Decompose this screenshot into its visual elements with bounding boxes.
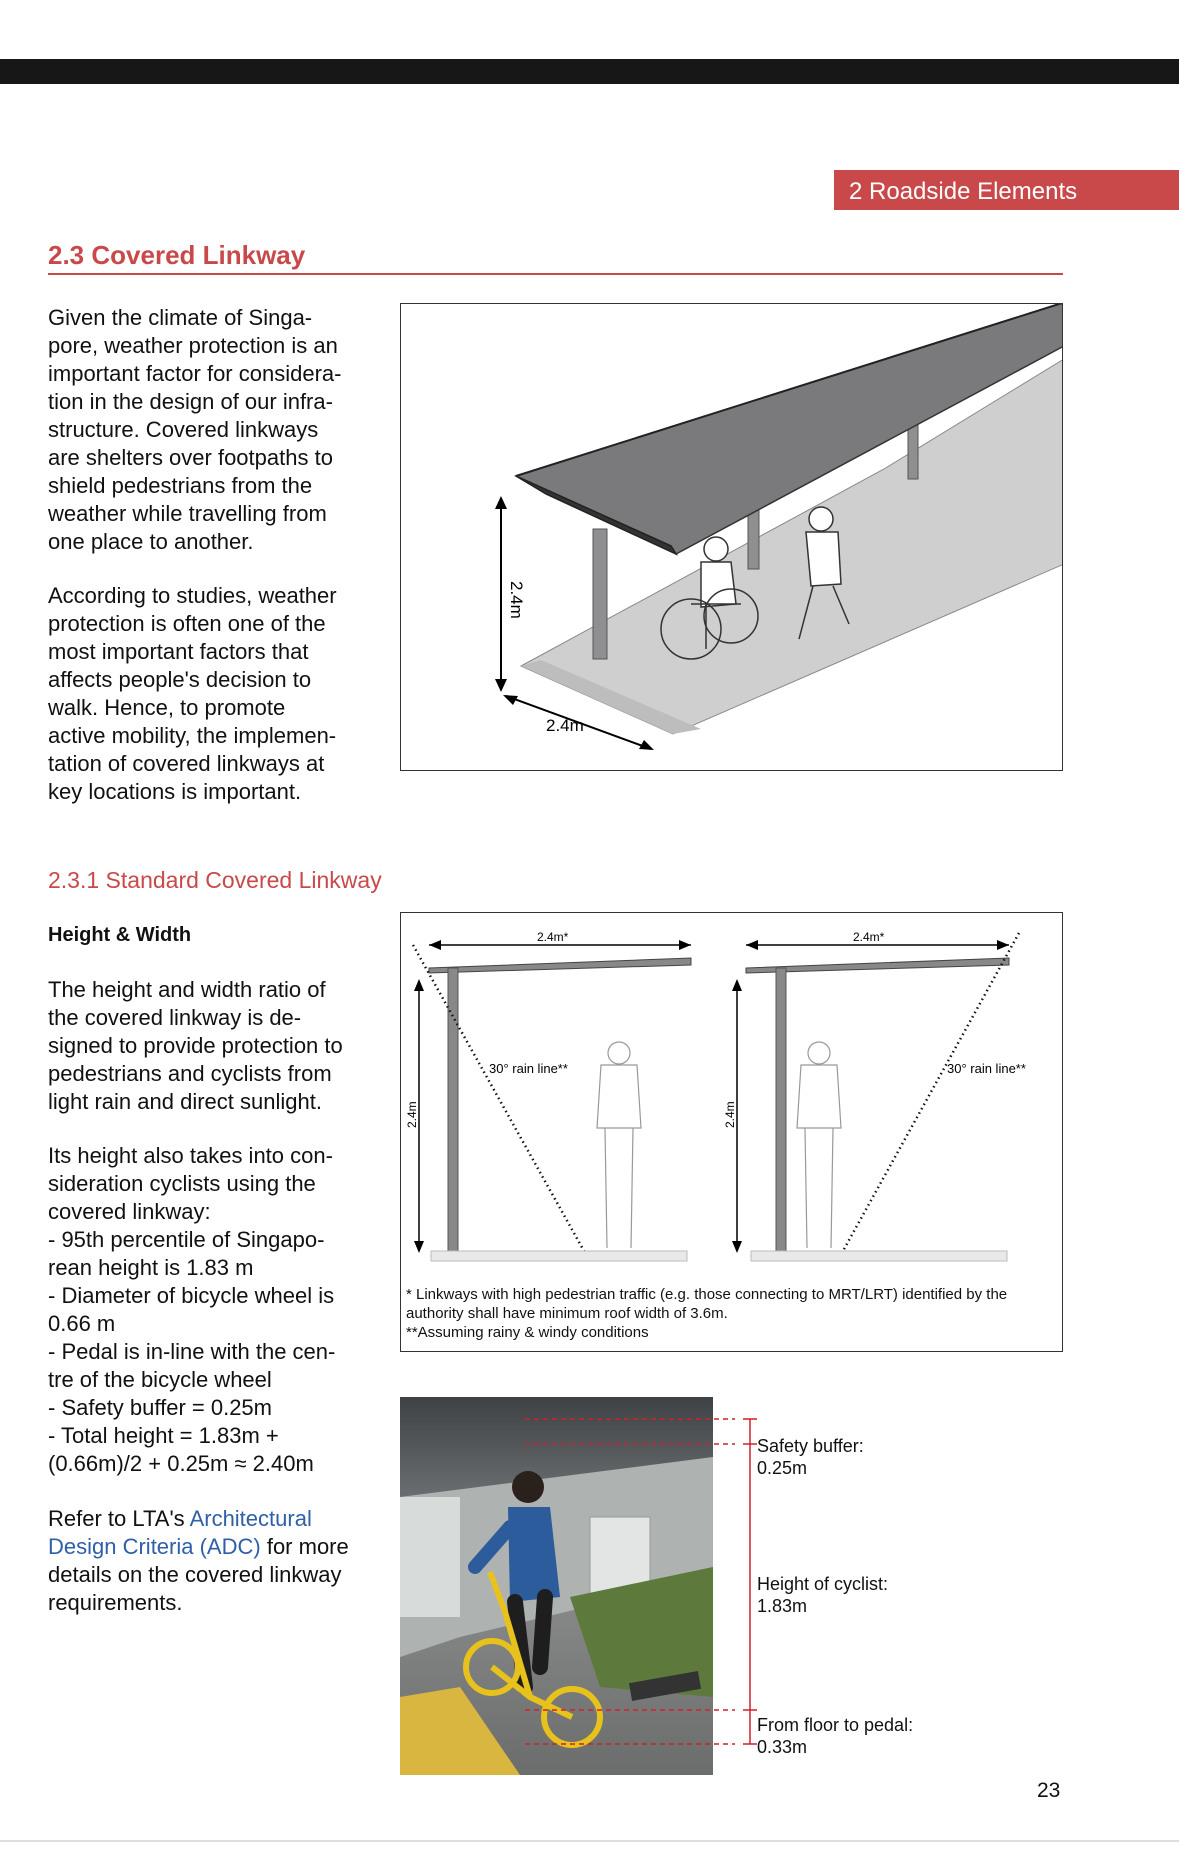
right-height-label: 2.4m: [723, 1101, 737, 1128]
height-annotation: [400, 1397, 800, 1777]
adc-reference: Refer to LTA's Architectural Design Criteria (ADC) for more details on the covered linkway requirements.: [48, 1506, 349, 1615]
page-number: 23: [1037, 1779, 1061, 1802]
title-rule: [48, 273, 1063, 275]
right-rain-line-label: 30° rain line**: [947, 1061, 1026, 1076]
top-bar: [0, 59, 1179, 84]
right-width-label: 2.4m*: [853, 930, 885, 944]
cyclist-height-label: Height of cyclist: 1.83m: [757, 1574, 889, 1616]
intro-paragraph-2: According to studies, weather protection is often one of the most important factors that affects people's decision to walk. Hence, to promote active mobility, the implemen- tation of covered linkways at key locations is important.: [48, 583, 337, 804]
left-width-label: 2.4m*: [537, 930, 569, 944]
height-width-paragraph-1: The height and width ratio of the covered linkway is de- signed to provide protection to pedestrians and cyclists from light rain and direct sunlight.: [48, 977, 343, 1114]
section-title: 2.3 Covered Linkway: [48, 240, 306, 270]
section-left: [405, 930, 691, 1261]
footnote-1: * Linkways with high pedestrian traffic (e.g. those connecting to MRT/LRT) identified by the authority shall have minimum roof width of 3.6m.: [406, 1286, 1008, 1322]
linkway-perspective-figure: [400, 303, 1063, 771]
left-rain-line-label: 30° rain line**: [489, 1061, 568, 1076]
section-right: [723, 930, 1026, 1261]
height-width-paragraph-2: Its height also takes into con- sideration cyclists using the covered linkway: - 95th percentile of Singapo- rean height is 1.83 m - Diameter of bicycle wheel is 0.66 m - Pedal is in-line with the cen- tre of the bicycle wheel - Safety buffer = 0.25m - Total height = 1.83m + (0.66m)/2 + 0.25m ≈ 2.40m: [48, 1143, 336, 1476]
footnote-2: **Assuming rainy & windy conditions: [406, 1324, 649, 1341]
height-width-heading: Height & Width: [48, 924, 192, 946]
pedal-height-label: From floor to pedal: 0.33m: [757, 1715, 914, 1757]
figure-footnotes: [406, 1285, 1061, 1342]
intro-paragraph-1: Given the climate of Singa- pore, weather protection is an important factor for considera- tion in the design of our infra- structure. Covered linkways are shelters over footpaths to shield pedestrians from the weather while travelling from one place to another.: [48, 305, 342, 554]
section-tag: 2 Roadside Elements: [834, 170, 1179, 210]
left-height-label: 2.4m: [405, 1101, 419, 1128]
page-separator: [0, 1840, 1179, 1842]
fig1-height-label: 2.4m: [507, 581, 526, 619]
fig1-width-label: 2.4m: [546, 716, 584, 735]
subsection-title: 2.3.1 Standard Covered Linkway: [48, 867, 382, 893]
adc-link[interactable]: Architectural Design Criteria (ADC): [48, 1506, 312, 1559]
safety-buffer-label: Safety buffer: 0.25m: [757, 1436, 864, 1478]
